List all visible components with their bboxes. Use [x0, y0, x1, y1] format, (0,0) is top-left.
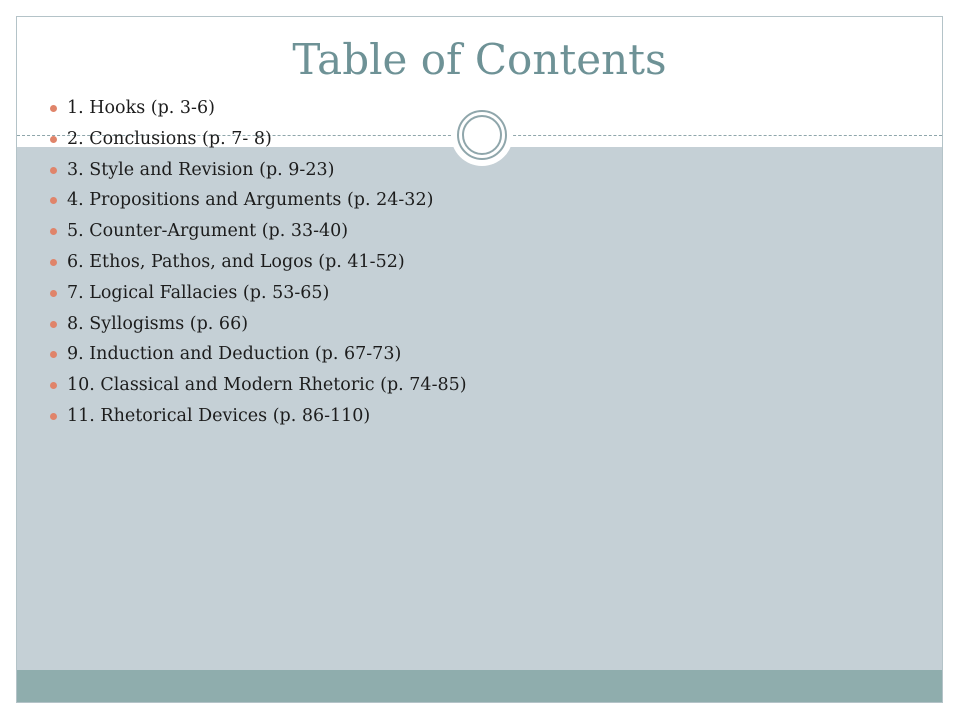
- toc-item: [50, 309, 467, 340]
- bullet-icon: [50, 290, 57, 297]
- toc-item: [50, 401, 467, 432]
- toc-item-label: 1. Hooks (p. 3-6): [67, 98, 215, 118]
- toc-item-label: 6. Ethos, Pathos, and Logos (p. 41-52): [67, 251, 405, 272]
- slide: [16, 16, 943, 703]
- bullet-icon: [50, 382, 57, 389]
- toc-item: [50, 278, 467, 309]
- toc-item-label: 2. Conclusions (p. 7- 8): [67, 128, 272, 149]
- toc-item: [50, 185, 467, 216]
- toc-item: [50, 247, 467, 278]
- toc-item: [50, 339, 467, 370]
- toc-item-label: 8. Syllogisms (p. 66): [67, 313, 249, 334]
- toc-item-label: 10. Classical and Modern Rhetoric (p. 74-85): [67, 375, 467, 396]
- toc-item-label: 4. Propositions and Arguments (p. 24-32): [67, 190, 434, 211]
- footer-band: [17, 670, 942, 702]
- toc-item: [50, 93, 467, 124]
- toc-item-label: 11. Rhetorical Devices (p. 86-110): [67, 405, 371, 426]
- slide-title: Table of Contents: [292, 35, 667, 84]
- toc-item-label: 5. Counter-Argument (p. 33-40): [67, 221, 349, 242]
- toc-item-label: 7. Logical Fallacies (p. 53-65): [67, 282, 330, 303]
- table-of-contents-list: [50, 93, 467, 432]
- toc-item: [50, 216, 467, 247]
- bullet-icon: [50, 197, 57, 204]
- bullet-icon: [50, 413, 57, 420]
- bullet-icon: [50, 136, 57, 143]
- bullet-icon: [50, 259, 57, 266]
- bullet-icon: [50, 351, 57, 358]
- bullet-icon: [50, 228, 57, 235]
- toc-item: [50, 124, 467, 155]
- toc-item: [50, 370, 467, 401]
- bullet-icon: [50, 105, 57, 112]
- toc-item-label: 9. Induction and Deduction (p. 67-73): [67, 344, 402, 365]
- toc-item-label: 3. Style and Revision (p. 9-23): [67, 159, 335, 180]
- bullet-icon: [50, 321, 57, 328]
- bullet-icon: [50, 167, 57, 174]
- toc-item: [50, 155, 467, 186]
